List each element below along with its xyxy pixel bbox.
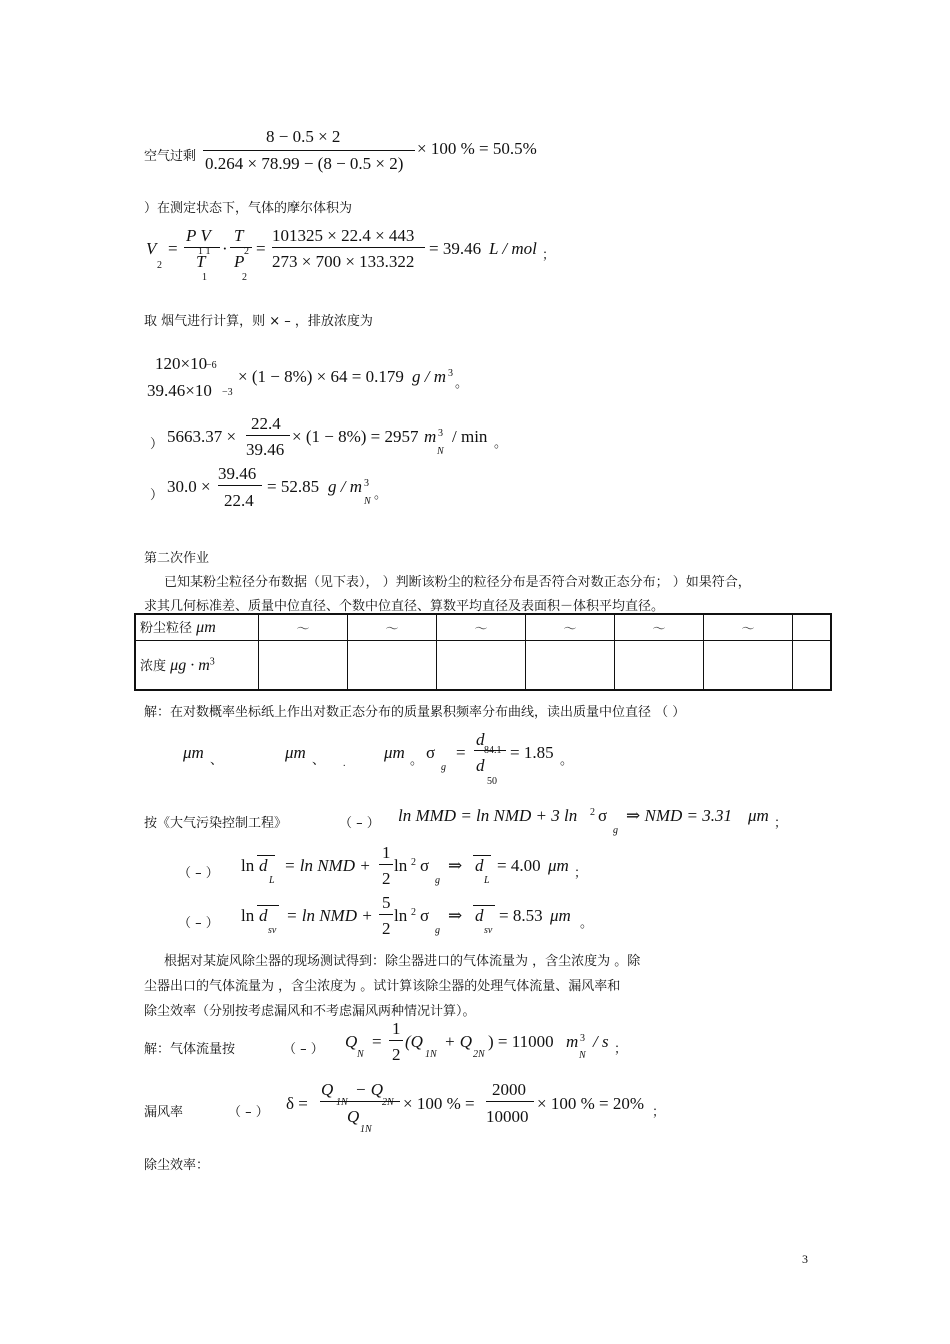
q2-symbol: + Q [444, 1032, 472, 1051]
sigma-symbol: σ [420, 856, 430, 875]
frac1-num: P V [186, 226, 211, 245]
nmd-eq: ln MMD = ln NMD + 3 ln [398, 806, 578, 825]
punctuation: ； [542, 248, 556, 263]
leak-den-sub: 1N [360, 1124, 372, 1135]
fraction-bar [379, 914, 393, 915]
table-cell: ～ [615, 614, 704, 640]
molar-volume-numerator: 101325 × 22.4 × 443 [272, 226, 415, 245]
row-unit: μm [196, 619, 216, 637]
frac-den: d [476, 756, 485, 775]
efficiency-label: 除尘效率： [144, 1158, 210, 1173]
frac-num-sub: 84.1 [484, 745, 502, 756]
delta-symbol: δ = [286, 1094, 308, 1113]
punctuation: ； [652, 1105, 666, 1120]
frac2-num: T [234, 226, 244, 245]
table-cell [615, 640, 704, 690]
molar-volume-denominator: 273 × 700 × 133.322 [272, 252, 415, 271]
leak-den-q: Q [347, 1107, 360, 1126]
q1-symbol: (Q [405, 1032, 423, 1051]
frac-den: 2 [382, 919, 391, 938]
conc2-prefix: ） [150, 488, 164, 503]
separator: 。 [410, 753, 424, 768]
table-row [135, 614, 831, 640]
eq-ref: （ – ） [283, 1042, 324, 1057]
q1-sub: 1N [425, 1049, 437, 1060]
table-cell [437, 640, 526, 690]
punctuation: 。 [374, 487, 388, 502]
fraction-bar [379, 864, 393, 865]
gasflow-unit-sub: N [579, 1050, 586, 1061]
equals-sign: = [256, 239, 266, 258]
table-cell [259, 640, 348, 690]
gasflow-result: ) = 11000 [488, 1032, 554, 1051]
problem-line-2: 求其几何标准差、质量中位直径、个数中位直径、算数平均直径及表面积－体积平均直径。 [144, 599, 665, 614]
eq-ref: （ – ） [178, 866, 219, 881]
flow-den: 39.46 [246, 440, 285, 459]
conc2-unit-sub: N [364, 496, 371, 507]
frac-num: 1 [382, 843, 391, 862]
sigma-symbol: σ [598, 806, 608, 825]
conc-unit-exp: 3 [448, 368, 453, 379]
punctuation: ； [574, 866, 588, 881]
equals-sign: = [372, 1032, 382, 1051]
leak-num-q1: Q [321, 1080, 334, 1099]
equals-sign: = [168, 239, 178, 258]
leak-den2: 10000 [486, 1107, 529, 1126]
ln-text: ln [241, 906, 255, 925]
sigma-sub: g [613, 825, 618, 836]
conc2-unit-exp: 3 [364, 478, 369, 489]
problem-line-1: 已知某粉尘粒径分布数据（见下表）， ）判断该粉尘的粒径分布是否符合对数正态分布； ）如果符合， [164, 575, 751, 590]
molar-volume-lhs: V [146, 239, 157, 258]
excess-air-label: 空气过剩 [144, 149, 197, 164]
frac2-num-sub: 2 [244, 246, 249, 257]
table-cell: ～ [348, 614, 437, 640]
punctuation: 。 [560, 753, 574, 768]
flow-unit: m [424, 427, 437, 446]
page-number: 3 [802, 1252, 808, 1266]
d-symbol: d [475, 906, 484, 925]
dl-value: = 4.00 [497, 856, 541, 875]
eq-ref: （ – ） [339, 816, 380, 831]
flow-unit-sub: N [437, 446, 444, 457]
fraction-bar [272, 247, 425, 248]
flow-tail: / min [452, 427, 488, 446]
unit-um: μm [748, 806, 769, 825]
row-label: 粉尘粒径 [140, 621, 193, 637]
ln-text: ln [241, 856, 255, 875]
d-sub: sv [268, 925, 277, 936]
conc-den: 39.46×10 [147, 381, 212, 400]
q-sub: N [357, 1049, 364, 1060]
d-sub: L [484, 875, 490, 886]
flow-lead: 5663.37 × [167, 427, 237, 446]
frac2-den-sub: 2 [242, 272, 247, 283]
frac2-den: P [234, 252, 245, 271]
leak-result: × 100 % = 20% [537, 1094, 644, 1113]
conc-rest: × (1 − 8%) × 64 = 0.179 [238, 367, 404, 386]
ln-text: ln [394, 856, 408, 875]
molar-volume-unit: L / mol [489, 239, 537, 258]
fraction-bar [230, 247, 252, 248]
q-symbol: Q [345, 1032, 358, 1051]
frac-num: 5 [382, 893, 391, 912]
eq-ref: （ – ） [178, 916, 219, 931]
table-header-cell [135, 614, 259, 640]
punctuation: ； [774, 816, 788, 831]
row-unit: μg · m [170, 656, 210, 674]
frac-den: 2 [392, 1045, 401, 1064]
table-row [135, 640, 831, 690]
conc2-unit: g / m [328, 477, 362, 496]
frac-num: 1 [392, 1019, 401, 1038]
conc2-rest: = 52.85 [267, 477, 320, 496]
separator: 、 [210, 753, 224, 768]
molar-volume-intro: ）在测定状态下，气体的摩尔体积为 [144, 201, 353, 216]
fraction-bar [246, 435, 290, 436]
cyclone-line-1: 根据对某旋风除尘器的现场测试得到：除尘器进口的气体流量为 ，含尘浓度为 。除 [164, 954, 641, 969]
d-sub: sv [484, 925, 493, 936]
flow-num: 22.4 [251, 414, 281, 433]
fraction-bar [218, 485, 262, 486]
d-symbol: d [475, 856, 484, 875]
d-symbol: d [259, 906, 268, 925]
punctuation: ； [614, 1042, 628, 1057]
concentration-line: 取 烟气进行计算，则 × – ，排放浓度为 [144, 314, 373, 329]
excess-air-numerator: 8 − 0.5 × 2 [266, 127, 341, 146]
frac-den-sub: 50 [487, 776, 497, 787]
sigma-sub: g [435, 925, 440, 936]
table-header-cell [135, 640, 259, 690]
conc-unit: g / m [412, 367, 446, 386]
nmd-label: 按《大气污染控制工程》 [144, 816, 288, 831]
table-cell [348, 640, 437, 690]
unit-um: μm [183, 743, 204, 762]
leak-mid: × 100 % = [403, 1094, 475, 1113]
sigma-result: = 1.85 [510, 743, 554, 762]
unit-um: μm [384, 743, 405, 762]
flow-unit-exp: 3 [438, 428, 443, 439]
sigma-sub: g [435, 875, 440, 886]
row-label: 浓度 [140, 658, 167, 674]
sigma-sub: g [441, 762, 446, 773]
nmd-exp: 2 [590, 807, 595, 818]
table-cell [793, 614, 832, 640]
leak-num-sub1: 1N [336, 1097, 348, 1108]
unit-um: μm [548, 856, 569, 875]
ln-text: ln [394, 906, 408, 925]
excess-air-result: × 100 % = 50.5% [417, 139, 537, 158]
excess-air-denominator: 0.264 × 78.99 − (8 − 0.5 × 2) [205, 154, 404, 173]
table-cell: ～ [437, 614, 526, 640]
gasflow-label: 解：气体流量按 [144, 1042, 236, 1057]
frac-den: 2 [382, 869, 391, 888]
molar-volume-result: = 39.46 [429, 239, 482, 258]
conc-den-exp: −3 [222, 387, 233, 398]
molar-volume-lhs-sub: 2 [157, 260, 162, 271]
solution-line: 解：在对数概率坐标纸上作出对数正态分布的质量累积频率分布曲线，读出质量中位直径 （ ） [144, 705, 686, 720]
frac1-subs: 1 1 [198, 246, 211, 257]
table-cell [793, 640, 832, 690]
implies: ⇒ [448, 906, 463, 925]
fraction-bar [486, 1101, 534, 1102]
punctuation: 。 [580, 916, 594, 931]
punctuation: 。 [455, 376, 469, 391]
eq-ref: （ – ） [228, 1105, 269, 1120]
dot-operator: · [222, 239, 228, 258]
leak-num-sub2: 2N [382, 1097, 394, 1108]
fraction-bar [320, 1101, 400, 1102]
fraction-bar [184, 247, 220, 248]
dl-exp: 2 [411, 857, 416, 868]
equals-sign: = [456, 743, 466, 762]
table-cell: ～ [704, 614, 793, 640]
table-cell: ～ [259, 614, 348, 640]
implies: ⇒ [448, 856, 463, 875]
cyclone-line-3: 除尘效率（分别按考虑漏风和不考虑漏风两种情况计算）。 [144, 1004, 476, 1019]
table-cell [704, 640, 793, 690]
leak-label: 漏风率 [144, 1105, 184, 1120]
dl-eq: = ln NMD + [284, 856, 371, 875]
unit-um: μm [550, 906, 571, 925]
conc-num: 120×10 [155, 354, 208, 373]
gasflow-tail: / s [593, 1032, 609, 1051]
dsv-eq: = ln NMD + [286, 906, 373, 925]
particle-size-table [134, 613, 832, 691]
dsv-exp: 2 [411, 907, 416, 918]
d-symbol: d [259, 856, 268, 875]
conc2-den: 22.4 [224, 491, 254, 510]
frac1-den: T [196, 252, 206, 271]
punctuation: 。 [494, 436, 508, 451]
dsv-value: = 8.53 [499, 906, 543, 925]
frac1-den-sub: 1 [202, 272, 207, 283]
nmd-result: ⇒ NMD = 3.31 [626, 806, 732, 825]
gasflow-unit-exp: 3 [580, 1033, 585, 1044]
table-cell: ～ [526, 614, 615, 640]
sigma-symbol: σ [420, 906, 430, 925]
conc2-lead: 30.0 × [167, 477, 211, 496]
sigma-symbol: σ [426, 743, 436, 762]
frac-num: d [476, 730, 485, 749]
leak-num-q2: − Q [355, 1080, 383, 1099]
fraction-bar [203, 150, 415, 151]
leak-num2: 2000 [492, 1080, 526, 1099]
q2-sub: 2N [473, 1049, 485, 1060]
cyclone-line-2: 尘器出口的气体流量为 ，含尘浓度为 。试计算该除尘器的处理气体流量、漏风率和 [144, 979, 621, 994]
fraction-bar [474, 750, 506, 751]
dot: . [343, 758, 346, 769]
d-sub: L [269, 875, 275, 886]
conc-num-exp: −6 [206, 360, 217, 371]
flow-rest: × (1 − 8%) = 2957 [292, 427, 419, 446]
separator: 、 [312, 753, 326, 768]
section-title: 第二次作业 [144, 551, 210, 566]
table-cell [526, 640, 615, 690]
row-unit-exp: 3 [209, 656, 215, 668]
gasflow-unit: m [566, 1032, 579, 1051]
flow-prefix: ） [150, 437, 164, 452]
unit-um: μm [285, 743, 306, 762]
conc2-num: 39.46 [218, 464, 257, 483]
fraction-bar [389, 1040, 403, 1041]
